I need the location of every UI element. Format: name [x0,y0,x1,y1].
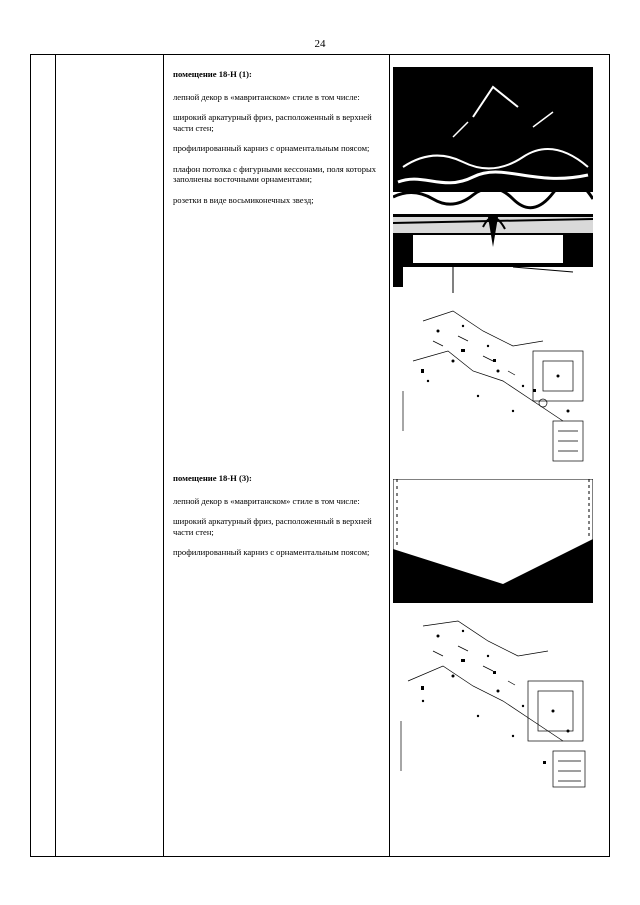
column-divider [55,55,56,856]
room-description-2 [173,473,385,568]
column-divider [163,55,164,856]
floor-plan-1 [393,301,593,469]
room-description-1 [173,69,385,215]
decor-item: профилированный карниз с орнаментальным поясом; [173,143,370,153]
room-heading: помещение 18-Н (3): [173,473,252,483]
decor-item: профилированный карниз с орнаментальным поясом; [173,547,370,557]
decor-item: плафон потолка с фигурными кессонами, поля которых заполнены восточными орнаментами; [173,163,377,184]
decor-item: широкий аркатурный фриз, расположенный в верхней части стен; [173,112,372,133]
decor-item: лепной декор в «мавританском» стиле в том числе: [173,495,360,506]
decor-item: розетки в виде восьмиконечных звезд; [173,194,314,205]
room-heading: помещение 18-Н (1): [173,69,252,79]
floor-plan-2 [393,611,593,791]
ceiling-decor-photo-2 [393,479,593,603]
ceiling-decor-photo-1 [393,67,593,293]
decor-item: лепной декор в «мавританском» стиле в том числе: [173,91,360,102]
page-number: 24 [314,38,326,50]
decor-item: широкий аркатурный фриз, расположенный в верхней части стен; [173,516,372,537]
column-divider [389,55,390,856]
document-table [30,54,610,857]
